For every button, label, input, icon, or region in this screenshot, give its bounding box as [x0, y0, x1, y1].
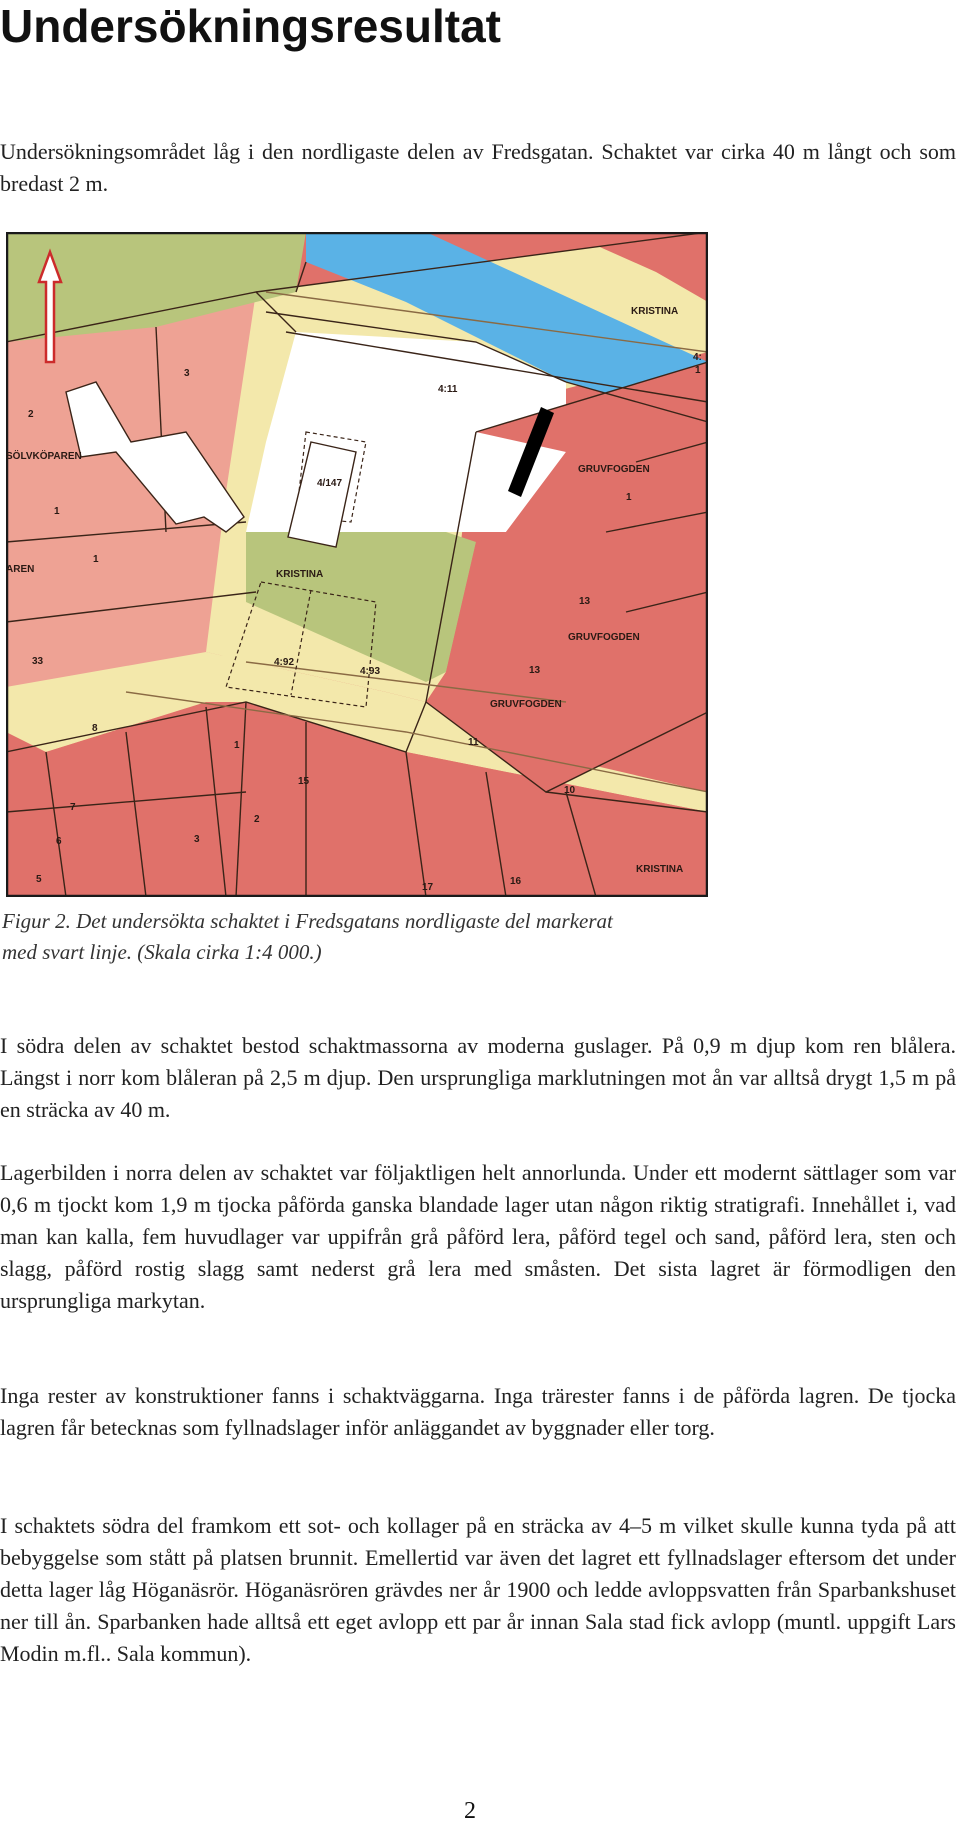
map-label: KRISTINA — [636, 864, 684, 875]
map-label: GRUVFOGDEN — [578, 464, 650, 475]
body-paragraph: Inga rester av konstruktioner fanns i schaktväggarna. Inga trärester fanns i de påförda lagren. De tjocka lagren får betecknas som fyllnadslager inför anläggandet av byggnader eller torg. — [0, 1383, 956, 1440]
body-paragraph: I södra delen av schaktet bestod schaktmassorna av moderna guslager. På 0,9 m djup kom ren blålera. Längst i norr kom blåleran på 2,5 m djup. Den ursprungliga marklutningen mot ån var alltså drygt 1,5 m på en sträcka av 40 m. — [0, 1033, 956, 1122]
map-label: 13 — [579, 596, 591, 607]
map-label: 8 — [92, 723, 98, 734]
map-label: KRISTINA — [276, 569, 324, 580]
map-label: 6 — [56, 836, 62, 847]
map-label: 17 — [422, 882, 434, 893]
map-label: 33 — [32, 656, 44, 667]
map-label: 3 — [194, 834, 200, 845]
map-label: 2 — [254, 814, 260, 825]
map-label: 5 — [36, 874, 42, 885]
map-label: 1 — [93, 554, 99, 565]
map-label: 4:92 — [274, 657, 295, 668]
map-label: 3 — [184, 368, 190, 379]
map-label: 2 — [28, 409, 34, 420]
map-label: 4:93 — [360, 666, 381, 677]
map-label: 4:11 — [438, 384, 458, 395]
map-label: 1 — [54, 506, 60, 517]
map-label: 4: — [693, 352, 702, 363]
page-title: Undersökningsresultat — [0, 0, 501, 52]
caption-line: Figur 2. Det undersökta schaktet i Fredsgatans nordligaste del markerat — [2, 909, 613, 933]
map-label: SÖLVKÖPAREN — [6, 451, 82, 462]
map-label: 1 — [626, 492, 632, 503]
figure-caption — [2, 906, 722, 968]
map-label: GRUVFOGDEN — [568, 632, 640, 643]
intro-paragraph: Undersökningsområdet låg i den nordligaste delen av Fredsgatan. Schaktet var cirka 40 m långt och som bredast 2 m. — [0, 139, 956, 196]
map-label: 7 — [70, 802, 76, 813]
body-paragraph: Lagerbilden i norra delen av schaktet var följaktligen helt annorlunda. Under ett modernt sättlager som var 0,6 m tjockt kom 1,9 m tjocka påförda ganska blandade lager utan någon riktig stratigrafi. Innehållet i, vad man kan kalla, fem huvudlager var uppifrån grå påförd lera, påförd tegel och sand, påförd lera, sten och slagg, påförd rostig slagg samt nederst grå lera med småsten. Det sista lagret är förmodligen den ursprungliga markytan. — [0, 1160, 956, 1313]
map-label: 4/147 — [317, 478, 343, 489]
caption-line: med svart linje. (Skala cirka 1:4 000.) — [2, 940, 322, 964]
map-label: GRUVFOGDEN — [490, 699, 562, 710]
map-label: 13 — [529, 665, 541, 676]
map-label: 16 — [510, 876, 522, 887]
map-label: 10 — [564, 785, 576, 796]
map-label: AREN — [6, 564, 35, 575]
map-label: 15 — [298, 776, 310, 787]
page-number: 2 — [464, 1798, 476, 1824]
body-paragraph: I schaktets södra del framkom ett sot- och kollager på en sträcka av 4–5 m vilket skulle kunna tyda på att bebyggelse som stått på platsen brunnit. Emellertid var även det lagret ett fyllnadslager eftersom det under detta lager låg Höganäsrör. Höganäsrören grävdes ner år 1900 och ledde avloppsvatten från Sparbankshuset ner till ån. Sparbanken hade alltså ett eget avlopp ett par år innan Sala stad fick avlopp (muntl. uppgift Lars Modin m.fl.. Sala kommun). — [0, 1513, 956, 1666]
map-label: 1 — [234, 740, 240, 751]
map-label: KRISTINA — [631, 306, 679, 317]
site-map-figure — [6, 232, 708, 897]
map-label: 1 — [695, 365, 701, 376]
map-label: 11 — [468, 737, 479, 748]
